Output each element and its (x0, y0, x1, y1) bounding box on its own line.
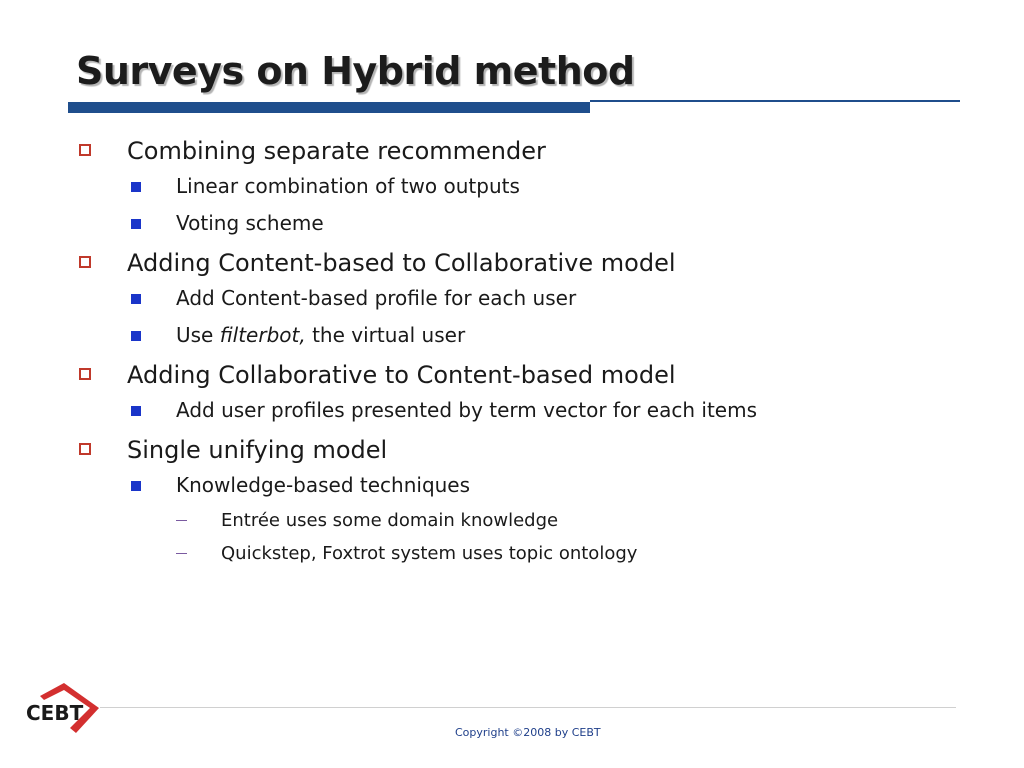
bullet-section-combining (0, 134, 1024, 168)
bullet-text-prefix: Use (176, 323, 220, 347)
filled-square-bullet-icon (131, 406, 141, 416)
bullet-text: Single unifying model (127, 436, 388, 464)
bullet-item (0, 467, 1024, 504)
filled-square-bullet-icon (131, 481, 141, 491)
dash-bullet-icon (176, 553, 187, 554)
hollow-square-bullet-icon (79, 144, 91, 156)
bullet-text: Adding Content-based to Collaborative model (127, 249, 676, 277)
bullet-item (0, 168, 1024, 205)
bullet-list (0, 134, 1024, 570)
bullet-section-content-to-collab (0, 246, 1024, 280)
bullet-item (0, 280, 1024, 317)
bullet-text-emphasis: filterbot, (219, 323, 306, 347)
filled-square-bullet-icon (131, 294, 141, 304)
dash-bullet-icon (176, 520, 187, 521)
hollow-square-bullet-icon (79, 368, 91, 380)
bullet-item (0, 205, 1024, 242)
bullet-text: Linear combination of two outputs (176, 174, 520, 198)
slide-title: Surveys on Hybrid method (76, 49, 635, 93)
bullet-text-suffix: the virtual user (305, 323, 466, 347)
sub-bullet-item (0, 537, 1024, 570)
bullet-text: Voting scheme (176, 211, 324, 235)
hollow-square-bullet-icon (79, 256, 91, 268)
copyright-text: Copyright ©2008 by CEBT (455, 726, 601, 739)
bullet-item (0, 392, 1024, 429)
bullet-section-collab-to-content (0, 358, 1024, 392)
sub-bullet-item (0, 504, 1024, 537)
filled-square-bullet-icon (131, 331, 141, 341)
bullet-text: Add Content-based profile for each user (176, 286, 577, 310)
bullet-text: Entrée uses some domain knowledge (221, 510, 559, 531)
cebt-logo-text: CEBT (26, 701, 84, 725)
bullet-text: Adding Collaborative to Content-based model (127, 361, 676, 389)
title-underline-bar (68, 102, 590, 113)
cebt-logo (24, 680, 104, 736)
bullet-item (0, 317, 1024, 354)
filled-square-bullet-icon (131, 219, 141, 229)
bullet-text: Knowledge-based techniques (176, 473, 471, 497)
bullet-text: Add user profiles presented by term vector for each items (176, 398, 757, 422)
bullet-section-single-model (0, 433, 1024, 467)
filled-square-bullet-icon (131, 182, 141, 192)
footer-divider (100, 707, 956, 708)
title-underline-rule (590, 100, 960, 102)
bullet-text: Combining separate recommender (127, 137, 546, 165)
hollow-square-bullet-icon (79, 443, 91, 455)
bullet-text: Quickstep, Foxtrot system uses topic ontology (221, 543, 638, 564)
